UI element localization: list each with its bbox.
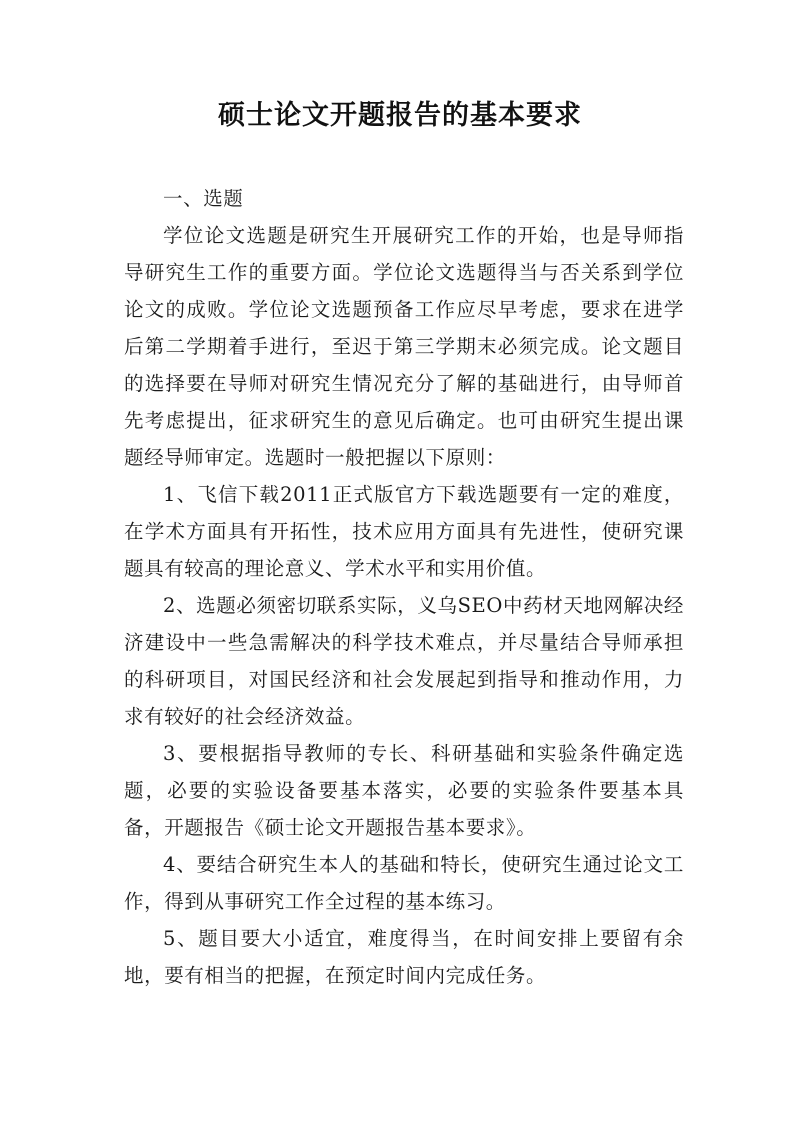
principle-item-5: 5、题目要大小适宜，难度得当，在时间安排上要留有余地，要有相当的把握，在预定时间内完成任务。 (124, 927, 684, 987)
page-title: 硕士论文开题报告的基本要求 (218, 100, 582, 131)
section-heading: 一、选题 (163, 187, 244, 210)
principle-item-1: 1、飞信下载2011正式版官方下载选题要有一定的难度，在学术方面具有开拓性，技术应用方面具有先进性，使研究课题具有较高的理论意义、学术水平和实用价值。 (124, 483, 684, 580)
principle-item-3: 3、要根据指导教师的专长、科研基础和实验条件确定选题，必要的实验设备要基本落实，必要的实验条件要基本具备，开题报告《硕士论文开题报告基本要求》。 (124, 742, 684, 839)
principle-item-4: 4、要结合研究生本人的基础和特长，使研究生通过论文工作，得到从事研究工作全过程的基本练习。 (124, 853, 684, 913)
principle-item-2: 2、选题必须密切联系实际，义乌SEO中药材天地网解决经济建设中一些急需解决的科学技术难点，并尽量结合导师承担的科研项目，对国民经济和社会发展起到指导和推动作用，力求有较好的社会经济效益。 (124, 594, 684, 728)
document-body (124, 180, 684, 994)
intro-paragraph: 学位论文选题是研究生开展研究工作的开始，也是导师指导研究生工作的重要方面。学位论文选题得当与否关系到学位论文的成败。学位论文选题预备工作应尽早考虑，要求在进学后第二学期着手进行，至迟于第三学期末必须完成。论文题目的选择要在导师对研究生情况充分了解的基础进行，由导师首先考虑提出，征求研究生的意见后确定。也可由研究生提出课题经导师审定。选题时一般把握以下原则： (124, 224, 684, 469)
